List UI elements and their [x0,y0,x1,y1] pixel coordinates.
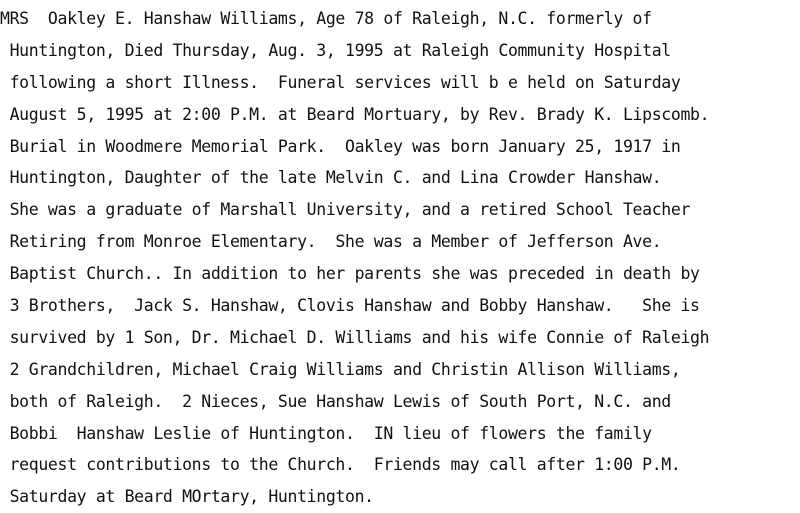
text-line: survived by 1 Son, Dr. Michael D. Williams and his wife Connie of Raleigh [0,327,710,347]
text-line: Bobbi Hanshaw Leslie of Huntington. IN lieu of flowers the family [0,423,652,443]
text-line: request contributions to the Church. Friends may call after 1:00 P.M. [0,455,681,475]
text-line: Burial in Woodmere Memorial Park. Oakley was born January 25, 1917 in [0,136,681,156]
text-line: Huntington, Daughter of the late Melvin C. and Lina Crowder Hanshaw. [0,168,662,188]
text-line: Huntington, Died Thursday, Aug. 3, 1995 at Raleigh Community Hospital [0,40,671,60]
text-line: Saturday at Beard MOrtary, Huntington. [0,487,374,507]
text-line: 3 Brothers, Jack S. Hanshaw, Clovis Hanshaw and Bobby Hanshaw. She is [0,296,700,316]
text-line: both of Raleigh. 2 Nieces, Sue Hanshaw Lewis of South Port, N.C. and [0,391,671,411]
text-line: Retiring from Monroe Elementary. She was a Member of Jefferson Ave. [0,232,662,252]
text-line: August 5, 1995 at 2:00 P.M. at Beard Mortuary, by Rev. Brady K. Lipscomb. [0,104,710,124]
obituary-text [0,3,800,513]
text-line: 2 Grandchildren, Michael Craig Williams and Christin Allison Williams, [0,359,681,379]
text-line: MRS Oakley E. Hanshaw Williams, Age 78 of Raleigh, N.C. formerly of [0,9,652,28]
text-line: following a short Illness. Funeral services will b e held on Saturday [0,72,681,92]
text-line: She was a graduate of Marshall University, and a retired School Teacher [0,200,691,220]
text-line: Baptist Church.. In addition to her parents she was preceded in death by [0,264,700,284]
